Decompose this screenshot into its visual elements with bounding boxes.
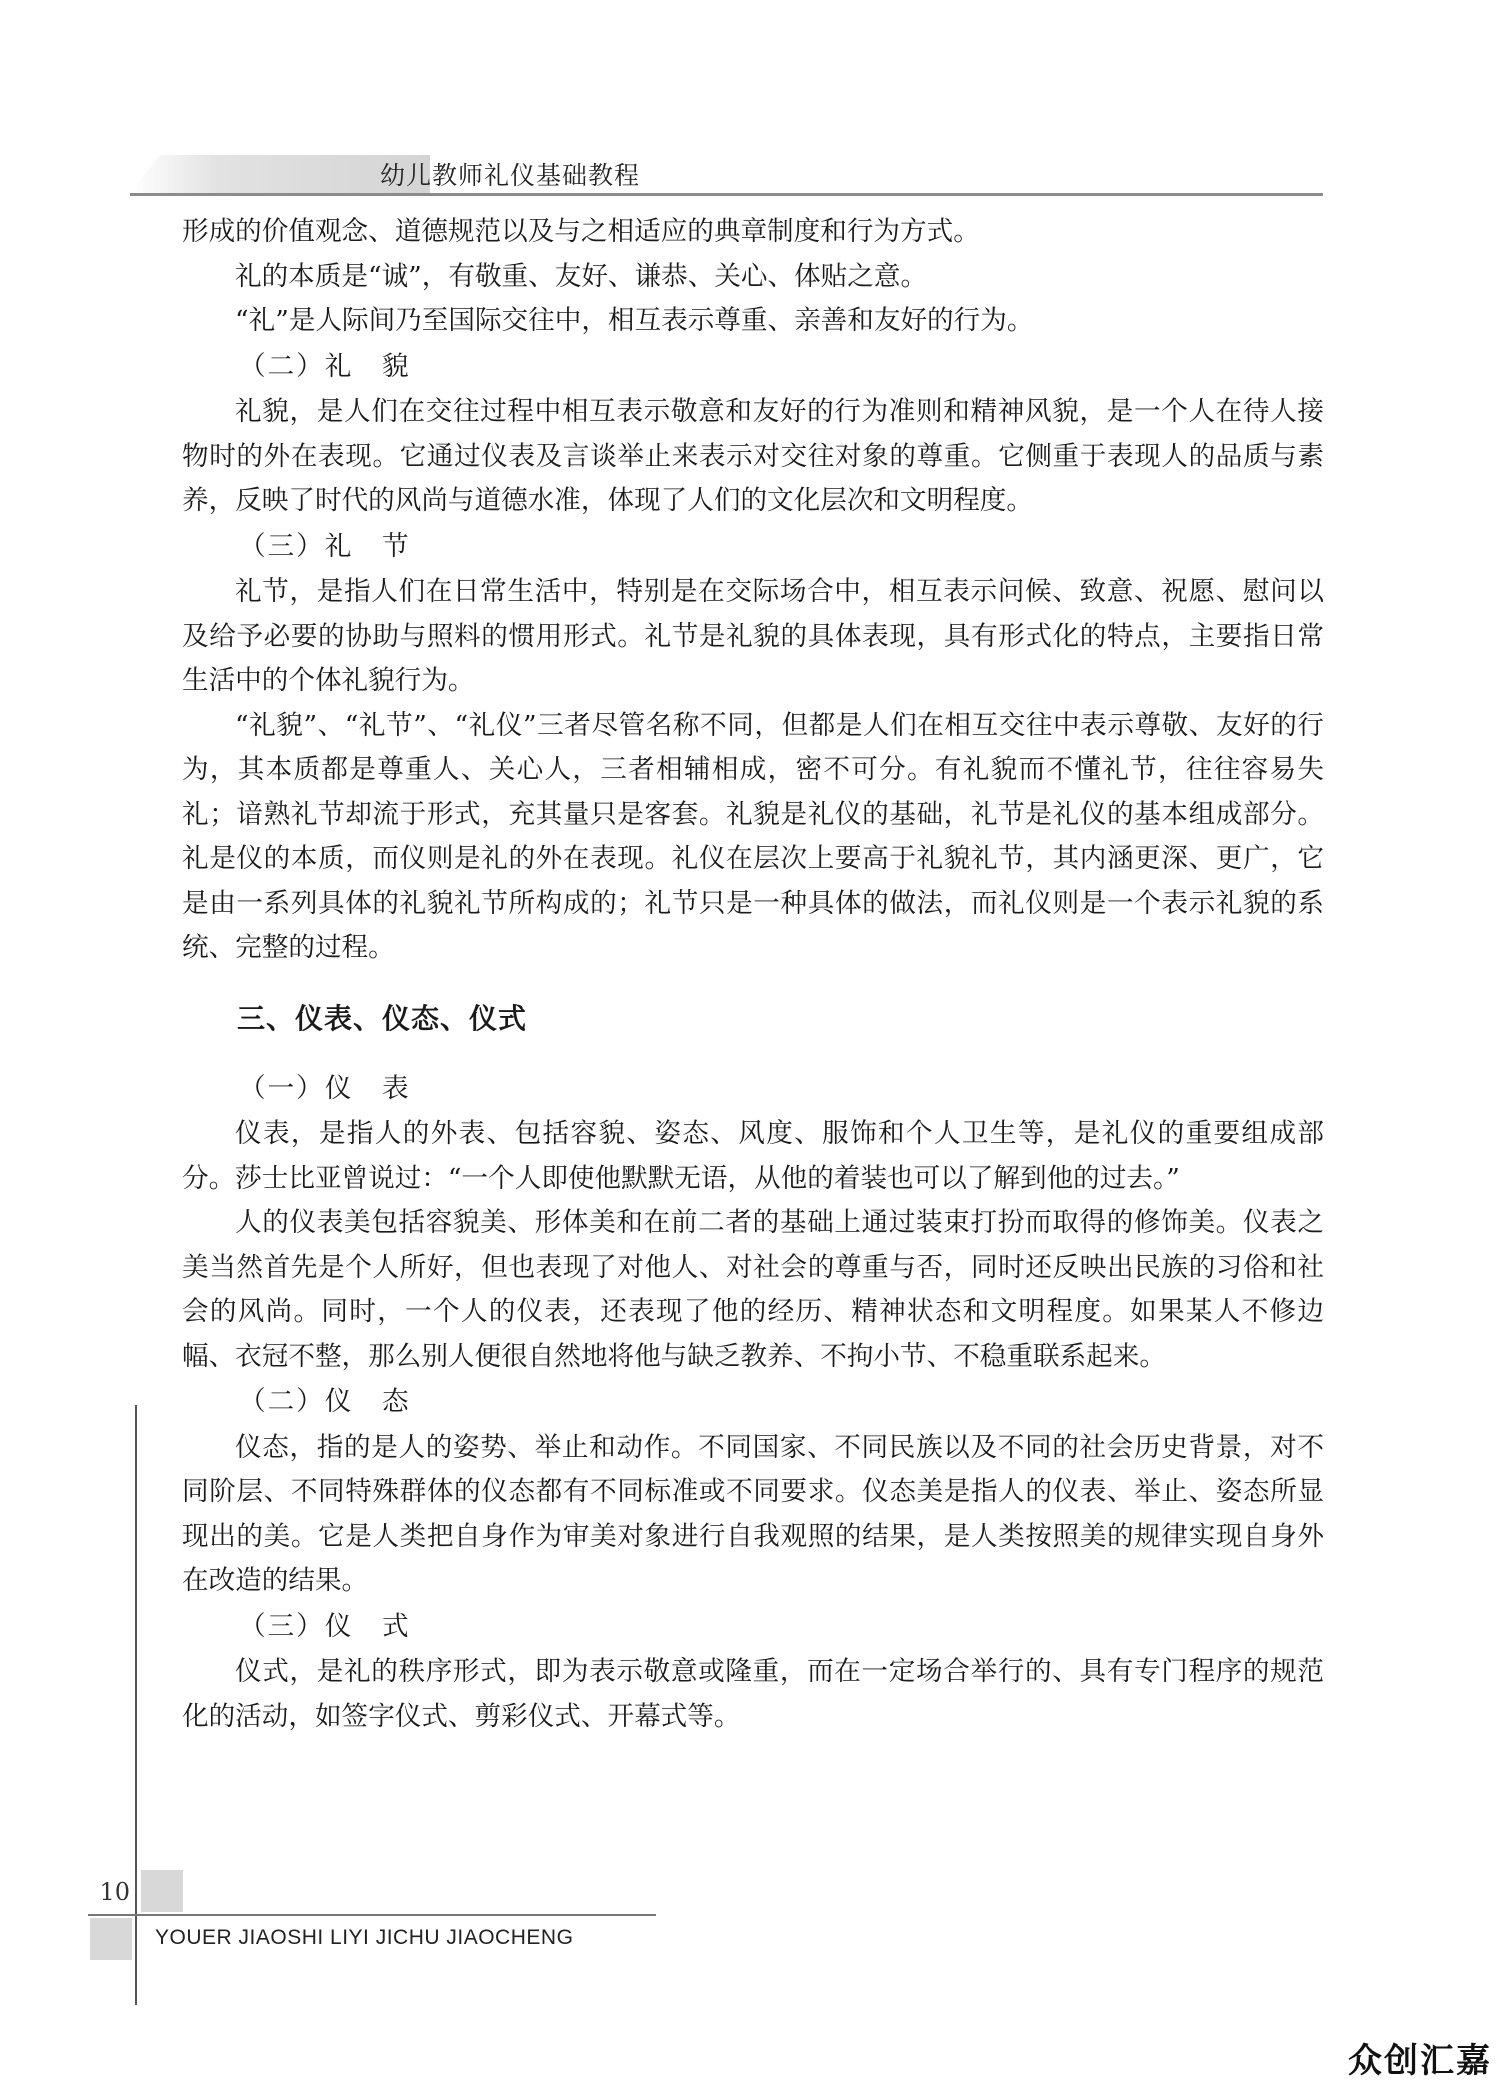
running-header-title: 幼儿教师礼仪基础教程 bbox=[380, 161, 641, 190]
footer-rule bbox=[88, 1914, 656, 1916]
section-heading-3: 三、仪表、仪态、仪式 bbox=[237, 1001, 528, 1035]
subheading-yibiao: （一）仪 表 bbox=[239, 1072, 411, 1104]
page-body bbox=[182, 210, 1324, 1739]
header-rule bbox=[130, 193, 1323, 196]
subheading-limao: （二）礼 貌 bbox=[239, 350, 411, 382]
paragraph-essence-of-li: 礼的本质是“诚”，有敬重、友好、谦恭、关心、体贴之意。 bbox=[235, 260, 928, 292]
paragraph-li-definition: “礼”是人际间乃至国际交往中，相互表示尊重、亲善和友好的行为。 bbox=[235, 305, 1034, 336]
subheading-lijie: （三）礼 节 bbox=[239, 530, 411, 562]
paragraph-yibiao-2: 人的仪表美包括容貌美、形体美和在前二者的基础上通过装束打扮而取得的修饰美。仪表之美当然首先是个人所好，但也表现了对他人、对社会的尊重与否，同时还反映出民族的习俗和社会的风尚。同时，一个人的仪表，还表现了他的经历、精神状态和文明程度。如果某人不修边幅、衣冠不整，那么别人便很自然地将他与缺乏教养、不拘小节、不稳重联系起来。 bbox=[182, 1207, 1324, 1372]
paragraph-yitai: 仪态，指的是人的姿势、举止和动作。不同国家、不同民族以及不同的社会历史背景，对不同阶层、不同特殊群体的仪态都有不同标准或不同要求。仪态美是指人的仪表、举止、姿态所显现出的美。它是人类把自身作为审美对象进行自我观照的结果，是人类按照美的规律实现自身外在改造的结果。 bbox=[182, 1431, 1324, 1596]
paragraph-yishi: 仪式，是礼的秩序形式，即为表示敬意或隆重，而在一定场合举行的、具有专门程序的规范化的活动，如签字仪式、剪彩仪式、开幕式等。 bbox=[182, 1656, 1324, 1732]
footer-series-title: YOUER JIAOSHI LIYI JICHU JIAOCHENG bbox=[155, 1926, 574, 1949]
paragraph-lijie-1: 礼节，是指人们在日常生活中，特别是在交际场合中，相互表示问候、致意、祝愿、慰问以及给予必要的协助与照料的惯用形式。礼节是礼貌的具体表现，具有形式化的特点，主要指日常生活中的个体礼貌行为。 bbox=[182, 576, 1324, 696]
watermark-logo: 众创汇嘉 bbox=[1348, 2041, 1492, 2081]
paragraph-yibiao-1: 仪表，是指人的外表、包括容貌、姿态、风度、服饰和个人卫生等，是礼仪的重要组成部分。莎士比亚曾说过：“一个人即使他默默无语，从他的着装也可以了解到他的过去。” bbox=[182, 1118, 1324, 1194]
footer-box bbox=[90, 1918, 132, 1960]
page-number: 10 bbox=[99, 1878, 130, 1906]
page-number-box bbox=[141, 1870, 183, 1912]
paragraph-continuation: 形成的价值观念、道德规范以及与之相适应的典章制度和行为方式。 bbox=[182, 216, 980, 247]
paragraph-limao: 礼貌，是人们在交往过程中相互表示敬意和友好的行为准则和精神风貌，是一个人在待人接物时的外在表现。它通过仪表及言谈举止来表示对交往对象的尊重。它侧重于表现人的品质与素养，反映了时代的风尚与道德水准，体现了人们的文化层次和文明程度。 bbox=[182, 396, 1324, 516]
subheading-yishi: （三）仪 式 bbox=[239, 1610, 411, 1642]
paragraph-lijie-2: “礼貌”、“礼节”、“礼仪”三者尽管名称不同，但都是人们在相互交往中表示尊敬、友好的行为，其本质都是尊重人、关心人，三者相辅相成，密不可分。有礼貌而不懂礼节，往往容易失礼；谙熟礼节却流于形式，充其量只是客套。礼貌是礼仪的基础，礼节是礼仪的基本组成部分。礼是仪的本质，而仪则是礼的外在表现。礼仪在层次上要高于礼貌礼节，其内涵更深、更广，它是由一系列具体的礼貌礼节所构成的；礼节只是一种具体的做法，而礼仪则是一个表示礼貌的系统、完整的过程。 bbox=[182, 709, 1324, 963]
subheading-yitai: （二）仪 态 bbox=[239, 1386, 411, 1417]
